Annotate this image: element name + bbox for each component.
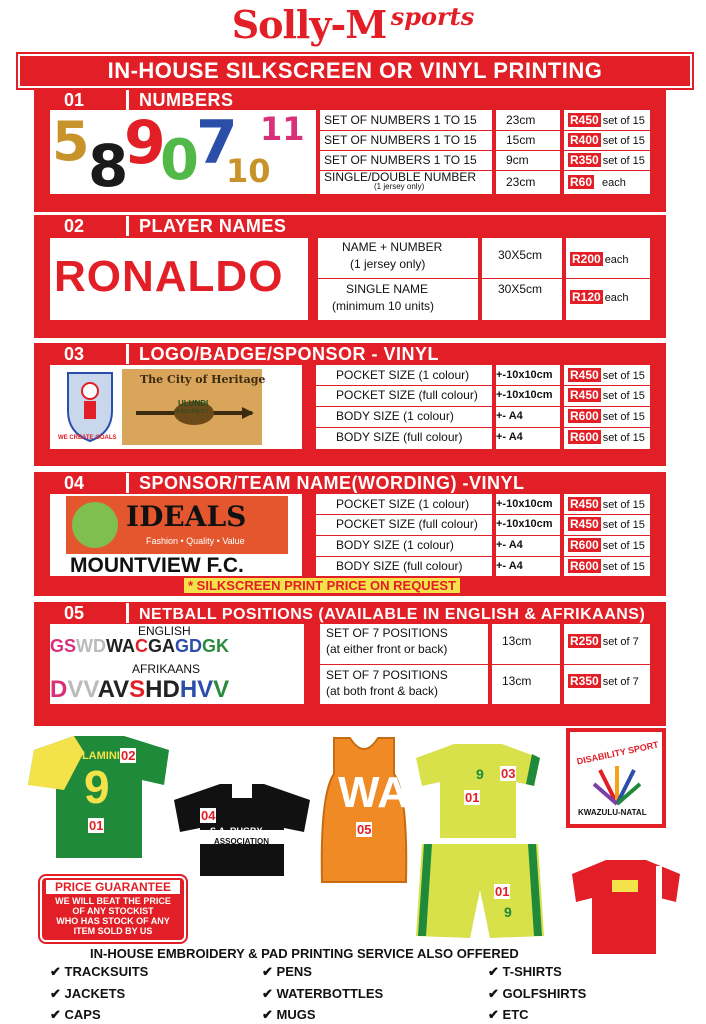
badge-text: WE CREATE GOALS	[58, 435, 117, 441]
row-unit: set of 7	[602, 676, 639, 688]
section-title: NUMBERS	[139, 90, 234, 110]
yellow-number: 03	[501, 766, 516, 781]
service-label: WATERBOTTLES	[276, 986, 384, 1001]
row-unit: set of 15	[602, 370, 645, 382]
row-price: R400	[570, 133, 599, 147]
column-divider	[478, 238, 482, 320]
check-icon: ✔	[488, 964, 499, 979]
logo-table	[316, 365, 650, 449]
netball-code: GD	[175, 636, 203, 656]
section-logo-header	[34, 344, 666, 364]
row-unit: each	[604, 254, 629, 266]
english-label: ENGLISH	[138, 624, 191, 638]
section-sponsor-header	[34, 473, 666, 493]
row-desc: BODY SIZE (full colour)	[336, 430, 463, 444]
row-price: R450	[570, 113, 599, 127]
digit: 0	[160, 128, 199, 193]
table-row	[316, 427, 650, 449]
row-size: +- A4	[496, 410, 523, 422]
section-number: 04	[34, 473, 129, 493]
check-icon: ✔	[488, 986, 499, 1001]
row-size: 13cm	[502, 634, 532, 648]
row-unit: set of 15	[602, 390, 645, 402]
row-size: +- A4	[496, 539, 523, 551]
row-desc: NAME + NUMBER	[342, 240, 443, 254]
digit: 8	[88, 132, 129, 200]
service-item	[488, 1007, 529, 1023]
row-note: (1 jersey only)	[350, 257, 426, 271]
disability-text: DISABILITY SPORT	[575, 739, 660, 767]
service-item	[262, 964, 312, 980]
column-divider	[492, 365, 496, 449]
row-price: R60	[570, 175, 593, 189]
service-item	[488, 964, 562, 980]
row-size: 23cm	[506, 175, 536, 189]
yellow-front-number: 01	[465, 790, 480, 805]
row-unit: each	[604, 292, 629, 304]
section-number: 05	[34, 603, 129, 623]
service-item	[488, 986, 586, 1002]
netball-code: V	[213, 676, 230, 703]
section-number: 02	[34, 216, 129, 236]
row-unit: set of 15	[602, 155, 645, 167]
row-price: R120	[572, 290, 601, 304]
section-names-header	[34, 216, 666, 236]
table-row	[318, 238, 650, 279]
row-size: 15cm	[506, 133, 536, 147]
rugby-text: ASSOCIATION	[214, 837, 269, 846]
row-desc: SET OF NUMBERS 1 TO 15	[324, 153, 477, 167]
row-unit: set of 15	[602, 135, 645, 147]
row-price: R450	[570, 497, 599, 511]
table-row	[316, 535, 650, 557]
jersey-front-number: 01	[89, 818, 104, 833]
shorts-number: 01	[495, 884, 510, 899]
jersey-small-number: 02	[121, 748, 136, 763]
row-size: +-10x10cm	[496, 389, 553, 401]
row-price: R600	[570, 538, 599, 552]
names-table	[318, 238, 650, 320]
rugby-number: 04	[201, 808, 216, 823]
services-heading: IN-HOUSE EMBROIDERY & PAD PRINTING SERVICE ALSO OFFERED	[90, 946, 519, 961]
section-title: PLAYER NAMES	[139, 216, 287, 236]
check-icon: ✔	[50, 986, 61, 1001]
row-size: +-10x10cm	[496, 369, 553, 381]
heritage-text: The City of Heritage	[140, 373, 266, 386]
silkscreen-note: * SILKSCREEN PRINT PRICE ON REQUEST	[184, 578, 460, 593]
section-numbers-header	[34, 90, 666, 110]
row-price: R450	[570, 388, 599, 402]
section-number: 03	[34, 344, 129, 364]
netball-code: WD	[76, 636, 107, 656]
bib-text: WA	[338, 768, 409, 817]
row-unit: set of 15	[602, 561, 645, 573]
netball-code: HD	[145, 676, 180, 703]
column-divider	[560, 365, 564, 449]
row-size: 13cm	[502, 674, 532, 688]
column-divider	[492, 494, 496, 576]
check-icon: ✔	[262, 964, 273, 979]
sponsor-sample	[50, 494, 302, 576]
table-row	[320, 624, 650, 665]
row-size: +- A4	[496, 431, 523, 443]
row-desc: SINGLE NAME	[346, 282, 429, 296]
row-price: R200	[572, 252, 601, 266]
arrows-icon	[592, 762, 642, 806]
row-unit: set of 15	[602, 411, 645, 423]
table-row	[320, 150, 650, 171]
guarantee-line: OF ANY STOCKIST	[72, 906, 154, 916]
section-title: NETBALL POSITIONS (AVAILABLE IN ENGLISH & AFRIKAANS)	[139, 606, 646, 623]
jersey-number: 9	[84, 761, 110, 813]
price-guarantee	[40, 876, 186, 942]
brand-name: Solly-M	[231, 2, 387, 47]
netball-code: AV	[97, 676, 130, 703]
ideals-text: IDEALS	[126, 500, 247, 533]
netball-code: GS	[50, 636, 77, 656]
disability-text: KWAZULU-NATAL	[578, 808, 647, 817]
table-row	[316, 406, 650, 428]
table-row	[320, 110, 650, 131]
service-label: JACKETS	[64, 986, 126, 1001]
netball-sample	[50, 624, 304, 704]
row-price: R350	[570, 153, 599, 167]
service-label: TRACKSUITS	[64, 964, 149, 979]
table-row	[318, 278, 650, 320]
table-row	[316, 556, 650, 576]
row-desc: SET OF 7 POSITIONS	[326, 626, 448, 640]
digit: 11	[260, 110, 305, 148]
shield-icon	[64, 367, 116, 445]
row-desc: POCKET SIZE (full colour)	[336, 517, 478, 531]
service-label: MUGS	[276, 1007, 316, 1022]
netball-code: WA	[106, 636, 136, 656]
row-desc: SINGLE/DOUBLE NUMBER	[324, 170, 477, 184]
row-note: (1 jersey only)	[374, 182, 425, 191]
table-row	[320, 130, 650, 151]
row-price: R600	[570, 559, 599, 573]
row-desc: SET OF 7 POSITIONS	[326, 668, 448, 682]
brand-logo	[0, 2, 706, 47]
row-size: +-10x10cm	[496, 518, 553, 530]
section-netball-header	[34, 603, 666, 623]
service-item	[50, 1007, 101, 1023]
row-price: R350	[570, 674, 599, 688]
row-note: (minimum 10 units)	[332, 299, 435, 313]
jersey-name: DLAMINI	[74, 750, 120, 762]
row-size: +-10x10cm	[496, 498, 553, 510]
main-banner: IN-HOUSE SILKSCREEN OR VINYL PRINTING	[18, 54, 692, 88]
row-unit: set of 15	[602, 115, 645, 127]
digit: 9	[124, 108, 166, 178]
disability-badge-inner	[570, 732, 662, 824]
row-desc: POCKET SIZE (full colour)	[336, 388, 478, 402]
red-jersey-image	[566, 856, 686, 956]
netball-code: GK	[202, 636, 230, 656]
service-label: T-SHIRTS	[502, 964, 562, 979]
ideals-logo	[66, 496, 288, 554]
digit: 10	[226, 152, 271, 190]
english-codes	[50, 636, 229, 657]
netball-code: S	[129, 676, 146, 703]
section-number: 01	[34, 90, 129, 110]
ulundi-text: ULUNDI	[178, 399, 209, 408]
numbers-table	[320, 110, 650, 194]
section-title: SPONSOR/TEAM NAME(WORDING) -VINYL	[139, 473, 525, 493]
column-divider	[488, 624, 492, 704]
table-row	[316, 494, 650, 515]
ideals-circle-icon	[72, 502, 118, 548]
service-item	[262, 986, 383, 1002]
row-note: (at either front or back)	[326, 642, 448, 656]
row-price: R450	[570, 517, 599, 531]
netball-code: C	[135, 636, 149, 656]
guarantee-title: PRICE GUARANTEE	[46, 880, 180, 894]
service-label: PENS	[276, 964, 312, 979]
table-row	[316, 385, 650, 407]
netball-code: VV	[67, 676, 98, 703]
row-unit: set of 7	[602, 636, 639, 648]
service-item	[262, 1007, 316, 1023]
afrikaans-label: AFRIKAANS	[132, 662, 201, 676]
shorts-small-number: 9	[504, 904, 512, 920]
row-size: 23cm	[506, 113, 536, 127]
team-name: MOUNTVIEW F.C.	[70, 554, 244, 577]
row-price: R600	[570, 430, 599, 444]
ulundi-sub: MUNICIPALITY	[174, 409, 209, 415]
logo-sample	[50, 365, 302, 449]
row-size: 30X5cm	[498, 248, 543, 262]
row-price: R600	[570, 409, 599, 423]
badge-image	[58, 367, 117, 445]
row-desc: BODY SIZE (1 colour)	[336, 409, 454, 423]
row-unit: set of 15	[602, 432, 645, 444]
table-row	[320, 664, 650, 704]
ideals-tagline: Fashion • Quality • Value	[146, 536, 245, 546]
check-icon: ✔	[488, 1007, 499, 1022]
column-divider	[492, 110, 496, 194]
service-item	[50, 986, 125, 1002]
service-label: ETC	[502, 1007, 529, 1022]
netball-code: D	[50, 676, 68, 703]
column-divider	[562, 238, 566, 320]
guarantee-line: WHO HAS STOCK OF ANY	[56, 916, 170, 926]
brand-sub: sports	[390, 2, 475, 31]
row-size: 30X5cm	[498, 282, 543, 296]
check-icon: ✔	[262, 986, 273, 1001]
names-sample	[50, 238, 308, 320]
service-item	[50, 964, 148, 980]
numbers-sample	[50, 108, 316, 200]
netball-code: GA	[148, 636, 176, 656]
check-icon: ✔	[50, 964, 61, 979]
netball-table	[320, 624, 650, 704]
column-divider	[560, 494, 564, 576]
row-size: 9cm	[506, 153, 529, 167]
heritage-logo	[122, 369, 266, 445]
rugby-text: S.A. RUGBY	[210, 826, 263, 836]
row-desc: BODY SIZE (full colour)	[336, 559, 463, 573]
row-desc: SET OF NUMBERS 1 TO 15	[324, 113, 477, 127]
column-divider	[560, 110, 564, 194]
row-unit: each	[602, 177, 626, 189]
column-divider	[560, 624, 564, 704]
row-desc: POCKET SIZE (1 colour)	[336, 497, 470, 511]
row-desc: SET OF NUMBERS 1 TO 15	[324, 133, 477, 147]
table-row	[316, 365, 650, 386]
row-desc: POCKET SIZE (1 colour)	[336, 368, 470, 382]
digit: 5	[52, 110, 90, 173]
netball-code: HV	[179, 676, 214, 703]
yellow-small-number: 9	[476, 766, 484, 782]
row-unit: set of 15	[602, 540, 645, 552]
service-label: GOLFSHIRTS	[502, 986, 587, 1001]
row-note: (at both front & back)	[326, 684, 439, 698]
row-unit: set of 15	[602, 519, 645, 531]
table-row	[316, 514, 650, 536]
check-icon: ✔	[50, 1007, 61, 1022]
section-title: LOGO/BADGE/SPONSOR - VINYL	[139, 344, 440, 364]
row-price: R250	[570, 634, 599, 648]
disability-sport-badge	[566, 728, 666, 828]
bib-number: 05	[357, 822, 372, 837]
check-icon: ✔	[262, 1007, 273, 1022]
row-size: +- A4	[496, 560, 523, 572]
guarantee-line: ITEM SOLD BY US	[73, 926, 153, 936]
shorts-image	[414, 840, 546, 942]
afrikaans-codes	[50, 676, 229, 704]
sample-name: RONALDO	[54, 252, 284, 301]
table-row	[320, 170, 650, 194]
guarantee-line: WE WILL BEAT THE PRICE	[55, 896, 171, 906]
sponsor-table	[316, 494, 650, 576]
service-label: CAPS	[64, 1007, 101, 1022]
row-unit: set of 15	[602, 499, 645, 511]
row-price: R450	[570, 368, 599, 382]
digit: 7	[196, 108, 238, 178]
row-desc: BODY SIZE (1 colour)	[336, 538, 454, 552]
